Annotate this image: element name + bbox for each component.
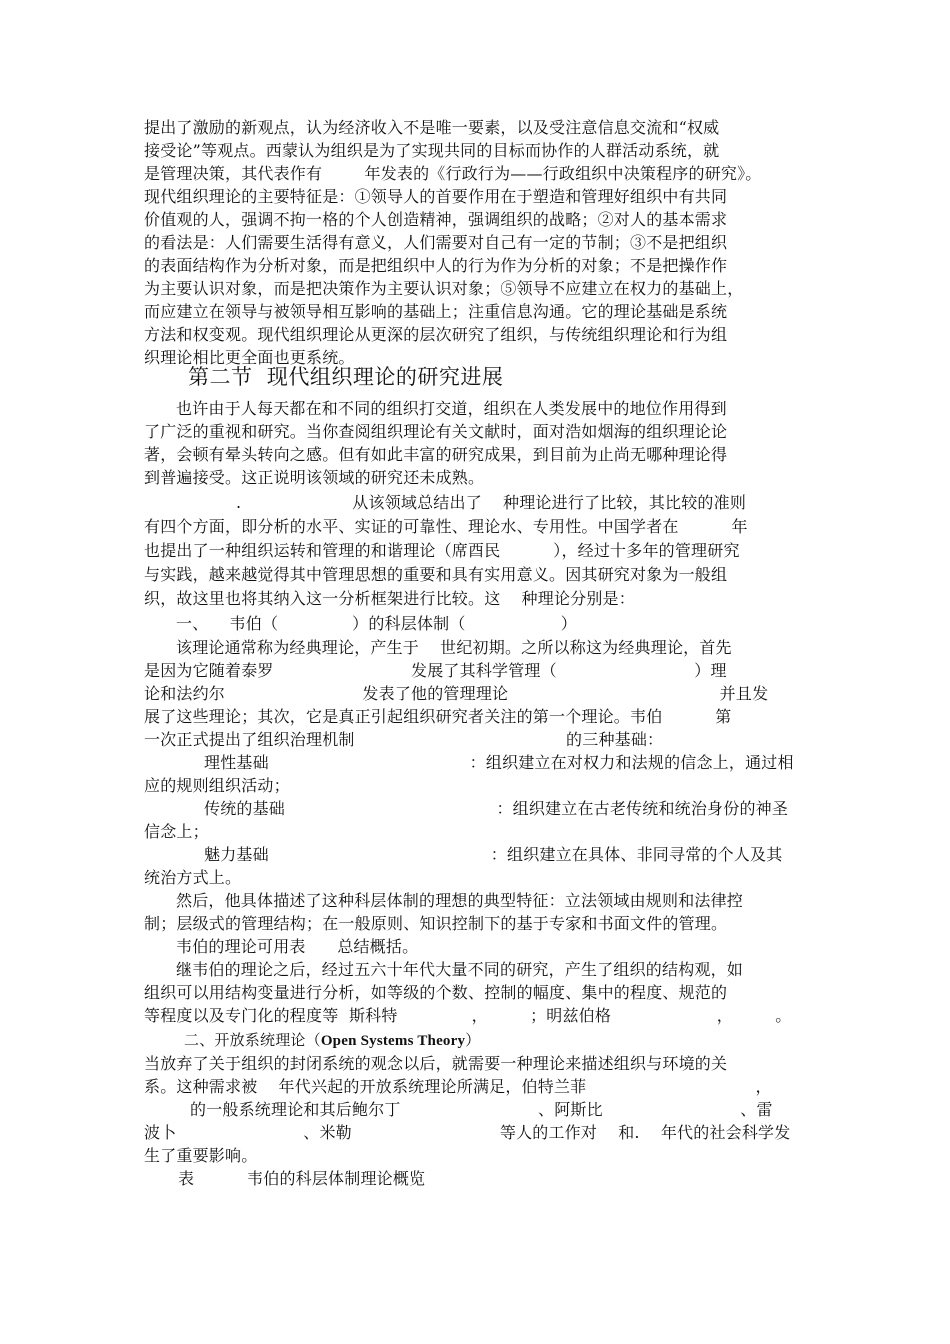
- paragraph-line: 当放弃了关于组织的封闭系统的观念以后，就需要一种理论来描述组织与环境的关: [144, 1054, 728, 1073]
- paragraph-line: 然后，他具体描述了这种科层体制的理想的典型特征：立法领域由规则和法律控: [176, 891, 744, 910]
- paragraph-line: 了广泛的重视和研究。当你查阅组织理论有关文献时，面对浩如烟海的组织理论论: [144, 422, 728, 441]
- paragraph-line: 也许由于人每天都在和不同的组织打交道，组织在人类发展中的地位作用得到: [176, 399, 727, 418]
- table-caption: 表 韦伯的科层体制理论概览: [178, 1169, 426, 1188]
- paragraph-line: 波卜 、米勒 等人的工作对 和. 年代的社会科学发: [144, 1123, 791, 1142]
- paragraph-line: 是因为它随着泰罗 发展了其科学管理（ ）理: [144, 661, 727, 680]
- paragraph-line: 组织可以用结构变量进行分析，如等级的个数、控制的幅度、集中的程度、规范的: [144, 983, 728, 1002]
- paragraph-line: 与实践，越来越觉得其中管理思想的重要和具有实用意义。因其研究对象为一般组: [144, 565, 728, 584]
- paragraph-line: 现代组织理论的主要特征是：①领导人的首要作用在于塑造和管理好组织中有共同: [144, 187, 728, 206]
- subsection-heading-english: Open Systems Theory: [320, 1033, 466, 1049]
- subsection-heading: 一、 韦伯（ ）的科层体制（ ）: [176, 614, 577, 633]
- paragraph-line: 提出了激励的新观点，认为经济收入不是唯一要素，以及受注意信息交流和“权威: [144, 118, 720, 137]
- paragraph-line: 继韦伯的理论之后，经过五六十年代大量不同的研究，产生了组织的结构观，如: [176, 960, 744, 979]
- paragraph-line: 织，故这里也将其纳入这一分析框架进行比较。这 种理论分别是：: [144, 589, 635, 608]
- paragraph-line: 应的规则组织活动；: [144, 776, 290, 795]
- paragraph-line: 理性基础 ：组织建立在对权力和法规的信念上，通过相: [204, 753, 794, 772]
- paragraph-line: 著，会顿有晕头转向之感。但有如此丰富的研究成果，到目前为止尚无哪种理论得: [144, 445, 728, 464]
- paragraph-line: . 从该领域总结出了 种理论进行了比较，其比较的准则: [236, 493, 747, 512]
- paragraph-line: 统治方式上。: [144, 868, 242, 887]
- paragraph-line: 展了这些理论；其次，它是真正引起组织研究者关注的第一个理论。韦伯 第: [144, 707, 732, 726]
- subsection-heading-text: 二、开放系统理论（: [184, 1031, 321, 1049]
- paragraph-line: 价值观的人，强调不拘一格的个人创造精神，强调组织的战略；②对人的基本需求: [144, 210, 728, 229]
- paragraph-line: 的表面结构作为分析对象，而是把组织中人的行为作为分析的对象；不是把操作作: [144, 256, 728, 275]
- paragraph-line: 是管理决策，其代表作有 年发表的《行政行为——行政组织中决策程序的研究》。: [144, 164, 762, 183]
- paragraph-line: 而应建立在领导与被领导相互影响的基础上；注重信息沟通。它的理论基础是系统: [144, 302, 728, 321]
- subsection-heading: [184, 1029, 884, 1052]
- subsection-heading-close: ）: [465, 1031, 481, 1049]
- paragraph-line: 的看法是：人们需要生活得有意义，人们需要对自己有一定的节制；③不是把组织: [144, 233, 728, 252]
- paragraph-line: 生了重要影响。: [144, 1146, 258, 1165]
- paragraph-line: 论和法约尔 发表了他的管理理论 并且发: [144, 684, 769, 703]
- paragraph-line: 系。这种需求被 年代兴起的开放系统理论所满足，伯特兰菲 ，: [144, 1077, 772, 1096]
- paragraph-line: 方法和权变观。现代组织理论从更深的层次研究了组织，与传统组织理论和行为组: [144, 325, 728, 344]
- paragraph-line: 的一般系统理论和其后鲍尔丁 、阿斯比 、雷: [190, 1100, 773, 1119]
- paragraph-line: 该理论通常称为经典理论，产生于 世纪初期。之所以称这为经典理论，首先: [176, 638, 732, 657]
- section-heading: 第二节 现代组织理论的研究进展: [188, 365, 504, 389]
- paragraph-line: 到普遍接受。这正说明该领域的研究还未成熟。: [144, 468, 485, 487]
- paragraph-line: 也提出了一种组织运转和管理的和谐理论（席酉民 ），经过十多年的管理研究: [144, 541, 740, 560]
- paragraph-line: 有四个方面，即分析的水平、实证的可靠性、理论水、专用性。中国学者在 年: [144, 517, 748, 536]
- paragraph-line: 一次正式提出了组织治理机制 的三种基础：: [144, 730, 664, 749]
- paragraph-line: 魅力基础 ：组织建立在具体、非同寻常的个人及其: [204, 845, 783, 864]
- paragraph-line: 织理论相比更全面也更系统。: [144, 348, 355, 367]
- paragraph-line: 传统的基础 ：组织建立在古老传统和统治身份的神圣: [204, 799, 789, 818]
- paragraph-line: 信念上；: [144, 822, 209, 841]
- paragraph-line: 等程度以及专门化的程度等 斯科特 ， ；明兹伯格 ， 。: [144, 1006, 792, 1025]
- paragraph-line: 为主要认识对象，而是把决策作为主要认识对象；⑤领导不应建立在权力的基础上，: [144, 279, 744, 298]
- paragraph-line: 接受论”等观点。西蒙认为组织是为了实现共同的目标而协作的人群活动系统，就: [144, 141, 720, 160]
- paragraph-line: 韦伯的理论可用表 总结概括。: [176, 937, 419, 956]
- paragraph-line: 制；层级式的管理结构；在一般原则、知识控制下的基于专家和书面文件的管理。: [144, 914, 728, 933]
